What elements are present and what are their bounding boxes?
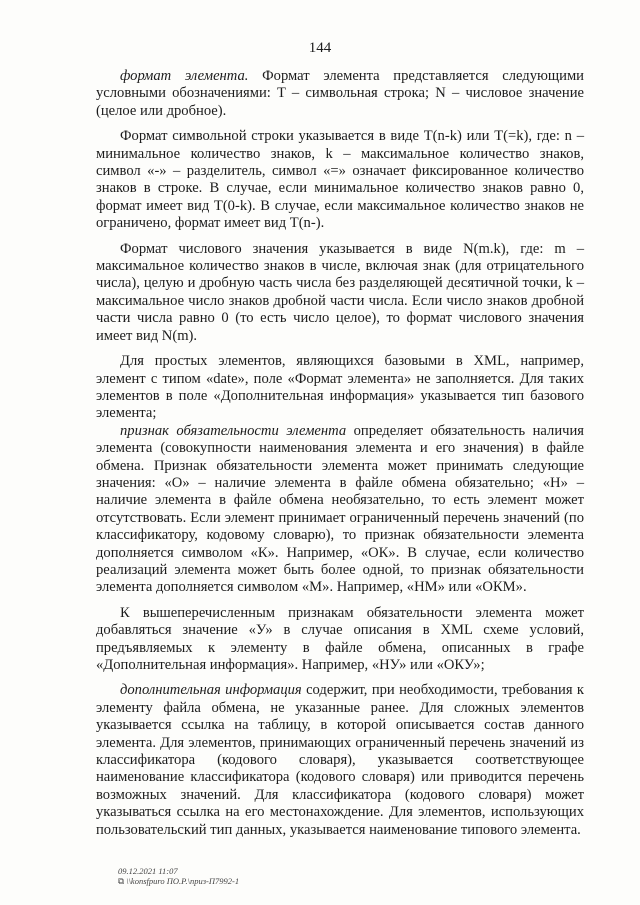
paragraph-format bbox=[96, 68, 584, 120]
footer-stamp bbox=[118, 866, 239, 886]
page-number: 144 bbox=[308, 40, 332, 56]
paragraph-text: содержит, при необходимости, требования к элементу файла обмена, не указанные ранее. Для сложных элементов указывается ссылка на таблицу, в которой описывается состав данного элемента. Для элементов, принимающих ограниченный перечень значений из классификатора (кодового словаря), указывается соответствующее наименование классификатора (кодового словаря) или приводится перечень возможных значений. Для классификатора (кодового словаря) может указываться ссылка на его местонахождение. Для элементов, использующих пользовательский тип данных, указывается наименование типового элемента. bbox=[96, 682, 584, 838]
term-format: формат элемента. bbox=[120, 68, 249, 84]
paragraph-text: определяет обязательность наличия элемента (совокупности наименования элемента и его значения) в файле обмена. Признак обязательности элемента может принимать следующие значения: «О» – наличие элемента в файле обмена обязательно; «Н» – наличие элемента в файле обмена необязательно, то есть элемент может отсутствовать. Если элемент принимает ограниченный перечень значений (по классификатору, кодовому словарю), то признак обязательности элемента дополняется символом «К». Например, «ОК». В случае, если количество реализаций элемента может быть более одной, то признак обязательности элемента дополняется символом «М». Например, «НМ» или «ОКМ». bbox=[96, 422, 584, 596]
paragraph-number-format: Формат числового значения указывается в виде N(m.k), где: m – максимальное количество знаков в числе, включая знак (для отрицательного числа), целую и дробную часть числа без разделяющей десятичной точки, k – максимальное число знаков дробной части числа. Если число знаков дробной части числа равно 0 (то есть число целое), то формат числового значения имеет вид N(m). bbox=[96, 240, 584, 344]
term-additional-info: дополнительная информация bbox=[120, 682, 302, 699]
body-text bbox=[96, 68, 584, 839]
paragraph-mandatory bbox=[96, 423, 584, 597]
paragraph-conditional: К вышеперечисленным признакам обязательности элемента может добавляться значение «У» в случае описания в XML схеме условий, предъявляемых к элементу в файле обмена, описанных в графе «Дополнительная информация». Например, «НУ» или «ОКУ»; bbox=[96, 604, 584, 673]
term-mandatory: признак обязательности элемента bbox=[120, 422, 347, 439]
footer-path-line bbox=[118, 876, 239, 886]
paragraph-simple-elements: Для простых элементов, являющихся базовыми в XML, например, элемент с типом «date», поле «Формат элемента» не заполняется. Для таких элементов в поле «Дополнительная информация» указывается тип базового элемента; bbox=[96, 353, 584, 422]
footer-path: \\konsfpuro ПО.Р.\приз-П7992-1 bbox=[126, 876, 240, 886]
document-link-icon: ⧉ bbox=[118, 876, 125, 886]
paragraph-text: Формат элемента представляется следующими условными обозначениями: T – символьная строка; N – числовое значение (целое или дробное). bbox=[96, 68, 584, 119]
paragraph-additional-info bbox=[96, 682, 584, 839]
footer-timestamp: 09.12.2021 11:07 bbox=[118, 866, 178, 876]
paragraph-string-format: Формат символьной строки указывается в виде T(n-k) или T(=k), где: n – минимальное количество знаков, k – максимальное количество знаков, символ «-» – разделитель, символ «=» означает фиксированное количество знаков в строке. В случае, если минимальное количество знаков равно 0, формат имеет вид T(0-k). В случае, если максимальное количество знаков не ограничено, формат имеет вид T(n-). bbox=[96, 128, 584, 232]
